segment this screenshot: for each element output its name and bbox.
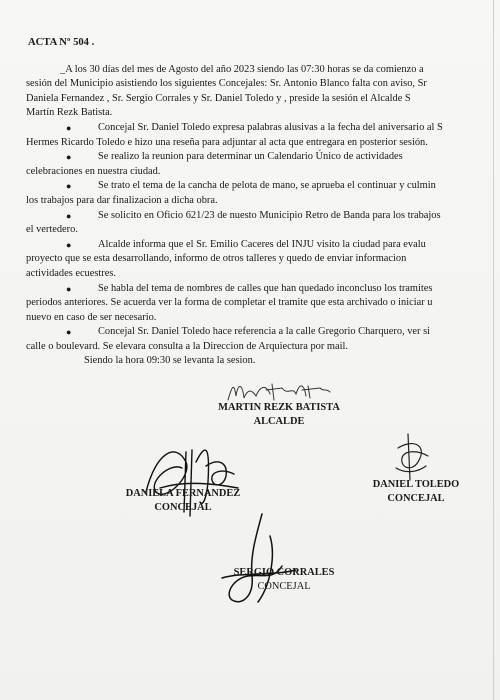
paragraph-line: Se solicito en Oficio 621/23 de nuesto Municipio Retro de Banda para los trabajos (98, 209, 441, 221)
corrales-signature (212, 506, 302, 616)
bullet-icon: ● (66, 181, 72, 192)
closing-line: Siendo la hora 09:30 se levanta la sesion. (84, 355, 256, 367)
paragraph-line: sesión del Municipio asistiendo los siguientes Concejales: Sr. Antonio Blanco falta con aviso, Sr (26, 78, 427, 90)
paragraph-line: Concejal Sr. Daniel Toledo hace referencia a la calle Gregorio Charquero, ver si (98, 326, 431, 338)
corrales-signature-block (224, 566, 344, 594)
paragraph-line: Se trato el tema de la cancha de pelota de mano, se aprueba el continuar y culmin (98, 180, 436, 192)
acta-body (26, 36, 498, 369)
fernandez-role: CONCEJAL (154, 502, 212, 513)
fernandez-signature-block (108, 487, 258, 515)
bullet-line (26, 150, 498, 165)
bullet-line (26, 282, 498, 297)
corrales-role: CONCEJAL (257, 581, 311, 592)
bullet-line (26, 209, 498, 224)
paragraph-line: Hermes Ricardo Toledo e hizo una reseña para adjuntar al acta que entregara en posterior sesión. (26, 136, 428, 148)
mayor-name: MARTIN REZK BATISTA (218, 402, 340, 413)
fernandez-name: DANIELA FERNANDEZ (125, 488, 241, 499)
bullet-line (26, 325, 498, 340)
bullet-icon: ● (66, 239, 72, 250)
toledo-role: CONCEJAL (387, 493, 445, 504)
paragraph-line: el vertedero. (26, 224, 78, 236)
paragraph-line: proyecto que se esta desarrollando, informo de otros talleres y quedo de enviar informacion (26, 253, 407, 265)
acta-title: ACTA Nº 504 . (28, 37, 95, 48)
paragraph-line: Martín Rezk Batista. (26, 107, 113, 119)
paragraph-line: actividades ecuestres. (26, 267, 117, 279)
bullet-icon: ● (66, 283, 72, 294)
paragraph-line: Se realizo la reunion para determinar un Calendario Único de actividades (98, 151, 403, 163)
toledo-name: DANIEL TOLEDO (372, 479, 460, 490)
paragraph-line: Daniela Fernandez , Sr. Sergio Corrales y Sr. Daniel Toledo y , preside la sesión el Alcalde S (26, 92, 411, 104)
paragraph-line: Se habla del tema de nombres de calles que han quedado inconcluso los tramites (98, 282, 433, 294)
paragraph-line: Concejal Sr. Daniel Toledo expresa palabras alusivas a la fecha del aniversario al S (98, 121, 443, 133)
bullet-line (26, 121, 498, 136)
paragraph-line: nuevo en caso de ser necesario. (26, 311, 157, 323)
paragraph-line: Alcalde informa que el Sr. Emilio Caceres del INJU visito la ciudad para evalu (98, 238, 426, 250)
paragraph-line: los trabajos para dar finalizacion a dicha obra. (26, 194, 218, 206)
bullet-icon: ● (66, 122, 72, 133)
bullet-line (26, 238, 498, 253)
corrales-name: SERGIO CORRALES (233, 567, 335, 578)
bullet-icon: ● (66, 210, 72, 221)
paragraph-line: periodos anteriores. Se acuerda ver la forma de completar el tramite que esta archivado o iniciar u (26, 297, 433, 309)
bullet-line (26, 179, 498, 194)
bullet-icon: ● (66, 152, 72, 163)
mayor-role: ALCALDE (253, 416, 305, 427)
bullet-icon: ● (66, 327, 72, 338)
toledo-signature-block (356, 478, 476, 506)
paragraph-line: _A los 30 días del mes de Agosto del año 2023 siendo las 07:30 horas se da comienzo a (60, 63, 424, 75)
paragraph-line: calle o boulevard. Se elevara consulta a la Direccion de Arquiectura por mail. (26, 340, 348, 352)
mayor-signature-block (214, 401, 344, 429)
paragraph-line: celebraciones en nuestra ciudad. (26, 165, 161, 177)
